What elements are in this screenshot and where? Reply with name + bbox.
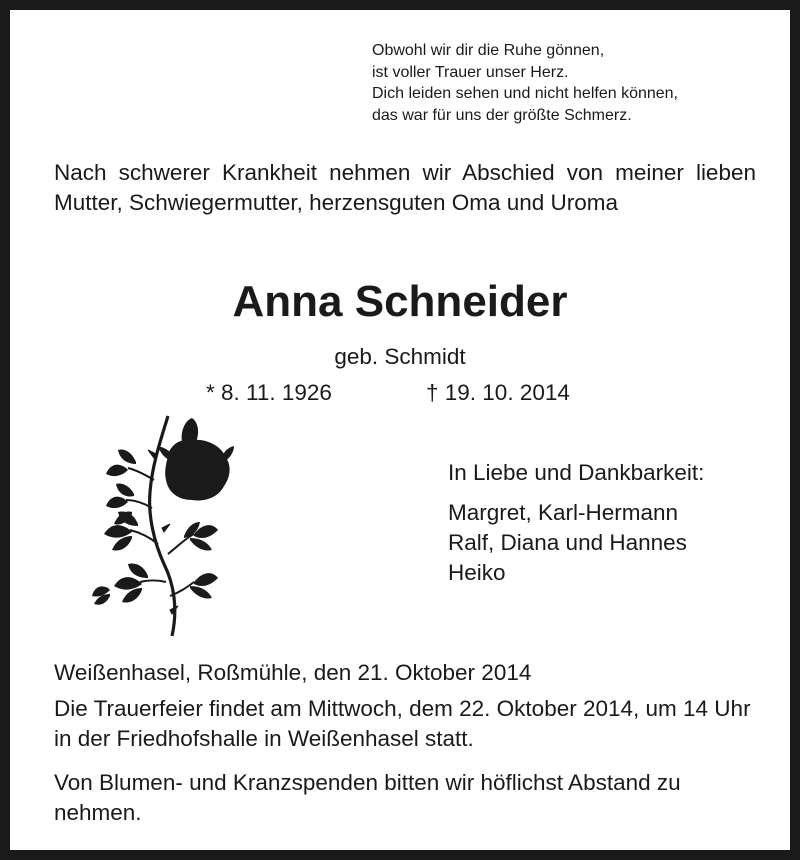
mourners — [448, 458, 704, 588]
mourner-names: Margret, Karl-Hermann — [448, 500, 679, 525]
place-and-date: Weißenhasel, Roßmühle, den 21. Oktober 2014 — [54, 660, 532, 685]
rose-icon — [86, 404, 236, 644]
poem-line: Dich leiden sehen und nicht helfen können, — [372, 85, 678, 102]
deceased-name: Anna Schneider — [232, 277, 568, 326]
poem-line: das war für uns der größte Schmerz. — [372, 106, 632, 124]
death-date: † 19. 10. 2014 — [426, 380, 570, 405]
maiden-name: geb. Schmidt — [334, 344, 466, 369]
poem-line: Obwohl wir dir die Ruhe gönnen, — [372, 42, 605, 59]
birth-date: * 8. 11. 1926 — [206, 380, 332, 405]
intro-text: Nach schwerer Krankheit nehmen wir Abschied von meiner lieben Mutter, Schwiegermutter, herzensguten Oma und Uroma — [54, 160, 756, 215]
mourner-names: Ralf, Diana und Hannes — [448, 530, 687, 555]
mourners-heading: In Liebe und Dankbarkeit: — [448, 460, 705, 485]
mourner-names: Heiko — [448, 560, 506, 585]
flowers-note: Von Blumen- und Kranzspenden bitten wir höflichst Abstand zu nehmen. — [54, 770, 681, 825]
funeral-info: Die Trauerfeier findet am Mittwoch, dem 22. Oktober 2014, um 14 Uhr in der Friedhofshalle in Weißenhasel statt. — [54, 696, 751, 751]
poem-line: ist voller Trauer unser Herz. — [372, 63, 569, 81]
poem — [372, 40, 772, 126]
